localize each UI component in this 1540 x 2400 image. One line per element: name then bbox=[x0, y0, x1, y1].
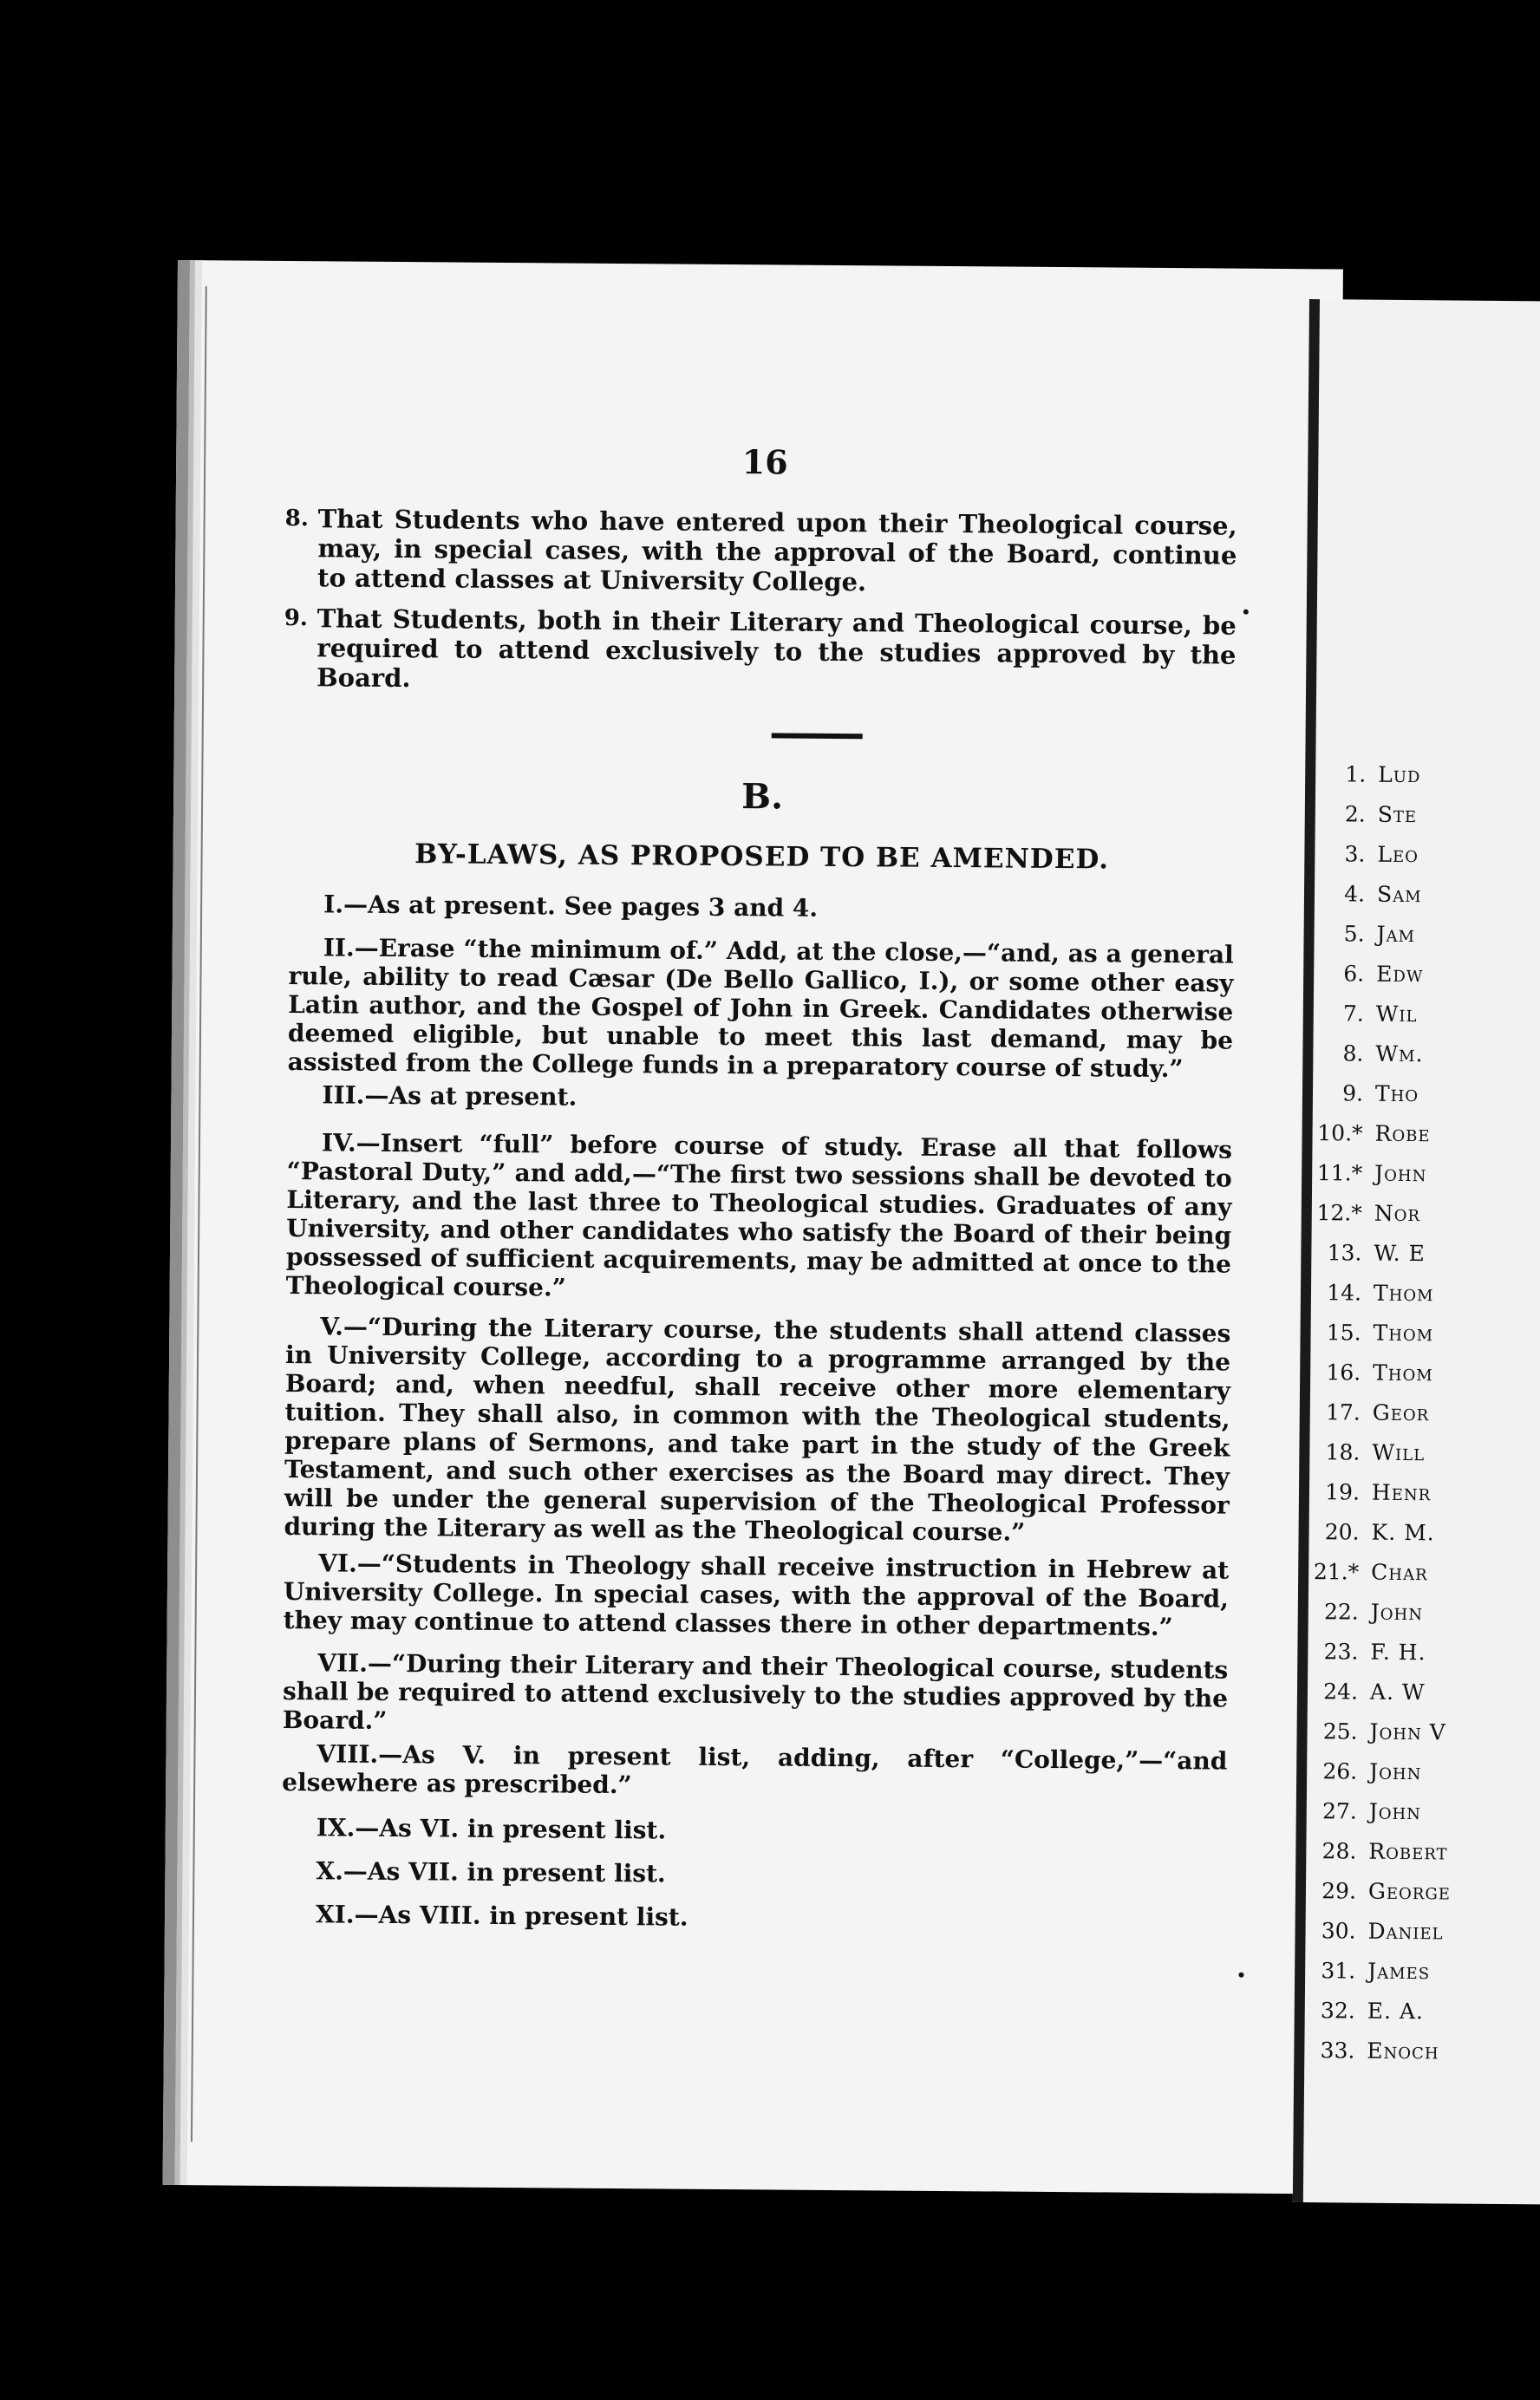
bylaw-II: II.—Erase “the minimum of.” Add, at the close,—“and, as a general rule, ability to read Cæsar (De Bello Gallico, I.), or some other easy Latin author, and the Gospel of John in Greek. Candidates otherwise deemed eligible, but unable to meet this last demand, may be assisted from the College funds in a preparatory course of study.” bbox=[287, 933, 1234, 1084]
list-item bbox=[1306, 1871, 1451, 1912]
list-item bbox=[1312, 1153, 1457, 1194]
item-text: That Students who have entered upon their Theological course, may, in special cases, with the approval of the Board, continue to attend classes at University College. bbox=[316, 504, 1237, 597]
list-item-name: Robe bbox=[1374, 1120, 1431, 1147]
list-item-number: 4. bbox=[1344, 881, 1366, 907]
list-item-number: 20. bbox=[1324, 1519, 1360, 1545]
list-item bbox=[1312, 1193, 1457, 1234]
list-item bbox=[1308, 1512, 1453, 1553]
list-item bbox=[1315, 834, 1459, 875]
list-item-name: Robert bbox=[1368, 1838, 1448, 1865]
section-divider-rule bbox=[772, 733, 863, 739]
list-item-number: 25. bbox=[1322, 1718, 1358, 1745]
list-item-number: 5. bbox=[1343, 921, 1365, 947]
list-item-number: 1. bbox=[1345, 761, 1367, 787]
right-page bbox=[1293, 299, 1540, 2204]
list-item bbox=[1308, 1552, 1453, 1593]
list-item-name: K. M. bbox=[1371, 1519, 1435, 1546]
list-item-name: John bbox=[1369, 1758, 1422, 1785]
list-item-number: 22. bbox=[1323, 1599, 1359, 1625]
list-item bbox=[1304, 2031, 1449, 2071]
list-item-name: Char bbox=[1371, 1559, 1428, 1586]
bylaw-X: X.—As VII. in present list. bbox=[316, 1856, 666, 1888]
list-item-number: 13. bbox=[1327, 1240, 1362, 1266]
list-item bbox=[1310, 1392, 1455, 1433]
item-number: 9. bbox=[284, 604, 309, 632]
list-item-name: Enoch bbox=[1367, 2038, 1439, 2064]
list-item-number: 19. bbox=[1325, 1479, 1361, 1505]
list-item bbox=[1314, 994, 1458, 1034]
list-item-number: 15. bbox=[1326, 1320, 1361, 1346]
list-item bbox=[1314, 954, 1458, 995]
bylaw-IX: IX.—As VI. in present list. bbox=[316, 1813, 667, 1845]
page-number: 16 bbox=[741, 442, 788, 482]
bylaw-I: I.—As at present. See pages 3 and 4. bbox=[323, 890, 819, 923]
list-item-number: 24. bbox=[1323, 1679, 1359, 1705]
numbered-item-8 bbox=[284, 504, 1237, 599]
print-speck bbox=[1238, 1973, 1243, 1978]
list-item-name: George bbox=[1367, 1878, 1452, 1905]
list-item-name: Nor bbox=[1374, 1200, 1421, 1227]
list-item-number: 32. bbox=[1320, 1998, 1355, 2024]
list-item bbox=[1311, 1273, 1456, 1314]
numbered-item-9 bbox=[284, 603, 1237, 699]
left-page bbox=[163, 260, 1343, 2194]
list-item-name: James bbox=[1367, 1958, 1431, 1985]
bylaw-III: III.—As at present. bbox=[322, 1080, 578, 1112]
list-item bbox=[1307, 1751, 1452, 1792]
list-item-name: Will bbox=[1372, 1439, 1426, 1466]
list-item-number: 29. bbox=[1321, 1878, 1357, 1904]
list-item-name: Geor bbox=[1372, 1399, 1430, 1426]
list-item-name: Jam bbox=[1376, 921, 1416, 948]
list-item-name: Sam bbox=[1376, 881, 1422, 908]
list-item bbox=[1314, 914, 1458, 955]
list-item-name: John V bbox=[1369, 1718, 1446, 1745]
list-item-name: Thom bbox=[1373, 1320, 1434, 1347]
list-item bbox=[1309, 1432, 1454, 1473]
list-item-name: John bbox=[1368, 1798, 1422, 1825]
list-item-number: 8. bbox=[1342, 1040, 1364, 1066]
list-item bbox=[1308, 1672, 1452, 1712]
list-item-name: F. H. bbox=[1370, 1639, 1426, 1666]
list-item-number: 6. bbox=[1343, 961, 1365, 987]
list-item bbox=[1309, 1472, 1454, 1513]
section-heading: BY-LAWS, AS PROPOSED TO BE AMENDED. bbox=[414, 838, 1110, 876]
list-item-name: Henr bbox=[1371, 1479, 1432, 1506]
list-item-name: Thom bbox=[1373, 1360, 1433, 1386]
list-item-name: E. A. bbox=[1367, 1998, 1425, 2025]
bylaw-XI: XI.—As VIII. in present list. bbox=[315, 1900, 688, 1932]
bylaw-VI: VI.—“Students in Theology shall receive instruction in Hebrew at University College. In special cases, with the approval of the Board, they may continue to attend classes there in other departments.” bbox=[283, 1549, 1230, 1642]
list-item bbox=[1308, 1632, 1452, 1673]
list-item bbox=[1313, 1073, 1458, 1114]
list-item-name: W. E bbox=[1374, 1240, 1426, 1267]
list-item-name: A. W bbox=[1369, 1679, 1426, 1705]
list-item-number: 11.* bbox=[1316, 1160, 1363, 1186]
list-item bbox=[1308, 1592, 1453, 1633]
list-item-number: 12.* bbox=[1316, 1200, 1362, 1226]
list-item-name: Edw bbox=[1376, 961, 1424, 988]
list-item bbox=[1306, 1831, 1451, 1872]
list-item-name: Daniel bbox=[1367, 1918, 1444, 1945]
list-item-number: 7. bbox=[1342, 1001, 1364, 1027]
list-item-number: 14. bbox=[1327, 1280, 1362, 1306]
list-item-number: 27. bbox=[1321, 1798, 1357, 1824]
list-item-number: 33. bbox=[1320, 2038, 1355, 2064]
page-binding-edge bbox=[191, 286, 207, 2142]
list-item bbox=[1305, 1911, 1450, 1952]
list-item-name: John bbox=[1370, 1599, 1424, 1626]
list-item bbox=[1310, 1353, 1455, 1393]
bylaw-V: V.—“During the Literary course, the students shall attend classes in University College, according to a programme arranged by the Board; and, when needful, shall receive other more elementary tuition. They shall also, in common with the Theological students, prepare plans of Sermons, and take part in the study of the Greek Testament, and such other exercises as the Board may direct. They will be under the general supervision of the Theological Professor during the Literary as well as the Theological course.” bbox=[284, 1312, 1231, 1547]
print-speck bbox=[1243, 610, 1249, 615]
item-number: 8. bbox=[284, 505, 309, 532]
bylaw-VIII: VIII.—As V. in present list, adding, after “College,”—“and elsewhere as prescribed.” bbox=[282, 1739, 1228, 1800]
list-item-number: 28. bbox=[1321, 1838, 1357, 1864]
list-item-number: 2. bbox=[1344, 801, 1366, 827]
list-item-number: 21.* bbox=[1313, 1559, 1360, 1585]
list-item bbox=[1307, 1791, 1452, 1832]
list-item bbox=[1310, 1313, 1455, 1353]
list-item bbox=[1313, 1034, 1458, 1074]
list-item-number: 31. bbox=[1321, 1958, 1356, 1984]
list-item bbox=[1312, 1113, 1457, 1154]
bylaw-VII: VII.—“During their Literary and their Theological course, students shall be required to attend exclusively to the studies approved by the Board.” bbox=[282, 1648, 1229, 1735]
list-item-name: Wil bbox=[1375, 1001, 1418, 1027]
list-item-number: 26. bbox=[1322, 1758, 1358, 1784]
list-item-number: 10.* bbox=[1317, 1120, 1363, 1146]
list-item bbox=[1315, 874, 1459, 915]
list-item-number: 16. bbox=[1326, 1360, 1361, 1386]
list-item bbox=[1305, 1951, 1450, 1992]
list-item bbox=[1307, 1712, 1452, 1752]
list-item-name: Ste bbox=[1377, 801, 1418, 828]
list-item bbox=[1315, 794, 1460, 835]
list-item-name: Lud bbox=[1378, 761, 1421, 788]
list-item-number: 18. bbox=[1325, 1439, 1361, 1465]
list-item-number: 30. bbox=[1321, 1918, 1356, 1944]
list-item-number: 17. bbox=[1325, 1399, 1361, 1425]
section-letter: B. bbox=[741, 776, 784, 818]
list-item-name: Tho bbox=[1374, 1080, 1419, 1107]
list-item-name: Thom bbox=[1373, 1280, 1434, 1307]
list-item-number: 3. bbox=[1344, 841, 1366, 867]
list-item-number: 9. bbox=[1342, 1080, 1364, 1106]
list-item bbox=[1311, 1233, 1456, 1274]
list-item-name: Wm. bbox=[1375, 1040, 1424, 1067]
list-item-number: 23. bbox=[1323, 1639, 1359, 1665]
list-item-name: John bbox=[1374, 1160, 1427, 1187]
bylaw-IV: IV.—Insert “full” before course of study. Erase all that follows “Pastoral Duty,” and add,—“The first two sessions shall be devoted to Literary, and the last three to Theological studies. Graduates of any University, and other candidates who satisfy the Board of their being possessed of sufficient acquirements, may be admitted at once to the Theological course.” bbox=[285, 1128, 1233, 1302]
item-text: That Students, both in their Literary and Theological course, be required to attend exclusively to the studies approved by the Board. bbox=[316, 603, 1237, 694]
name-list bbox=[1304, 754, 1460, 2071]
list-item bbox=[1315, 754, 1460, 795]
list-item bbox=[1305, 1991, 1450, 2032]
list-item-name: Leo bbox=[1377, 841, 1419, 868]
